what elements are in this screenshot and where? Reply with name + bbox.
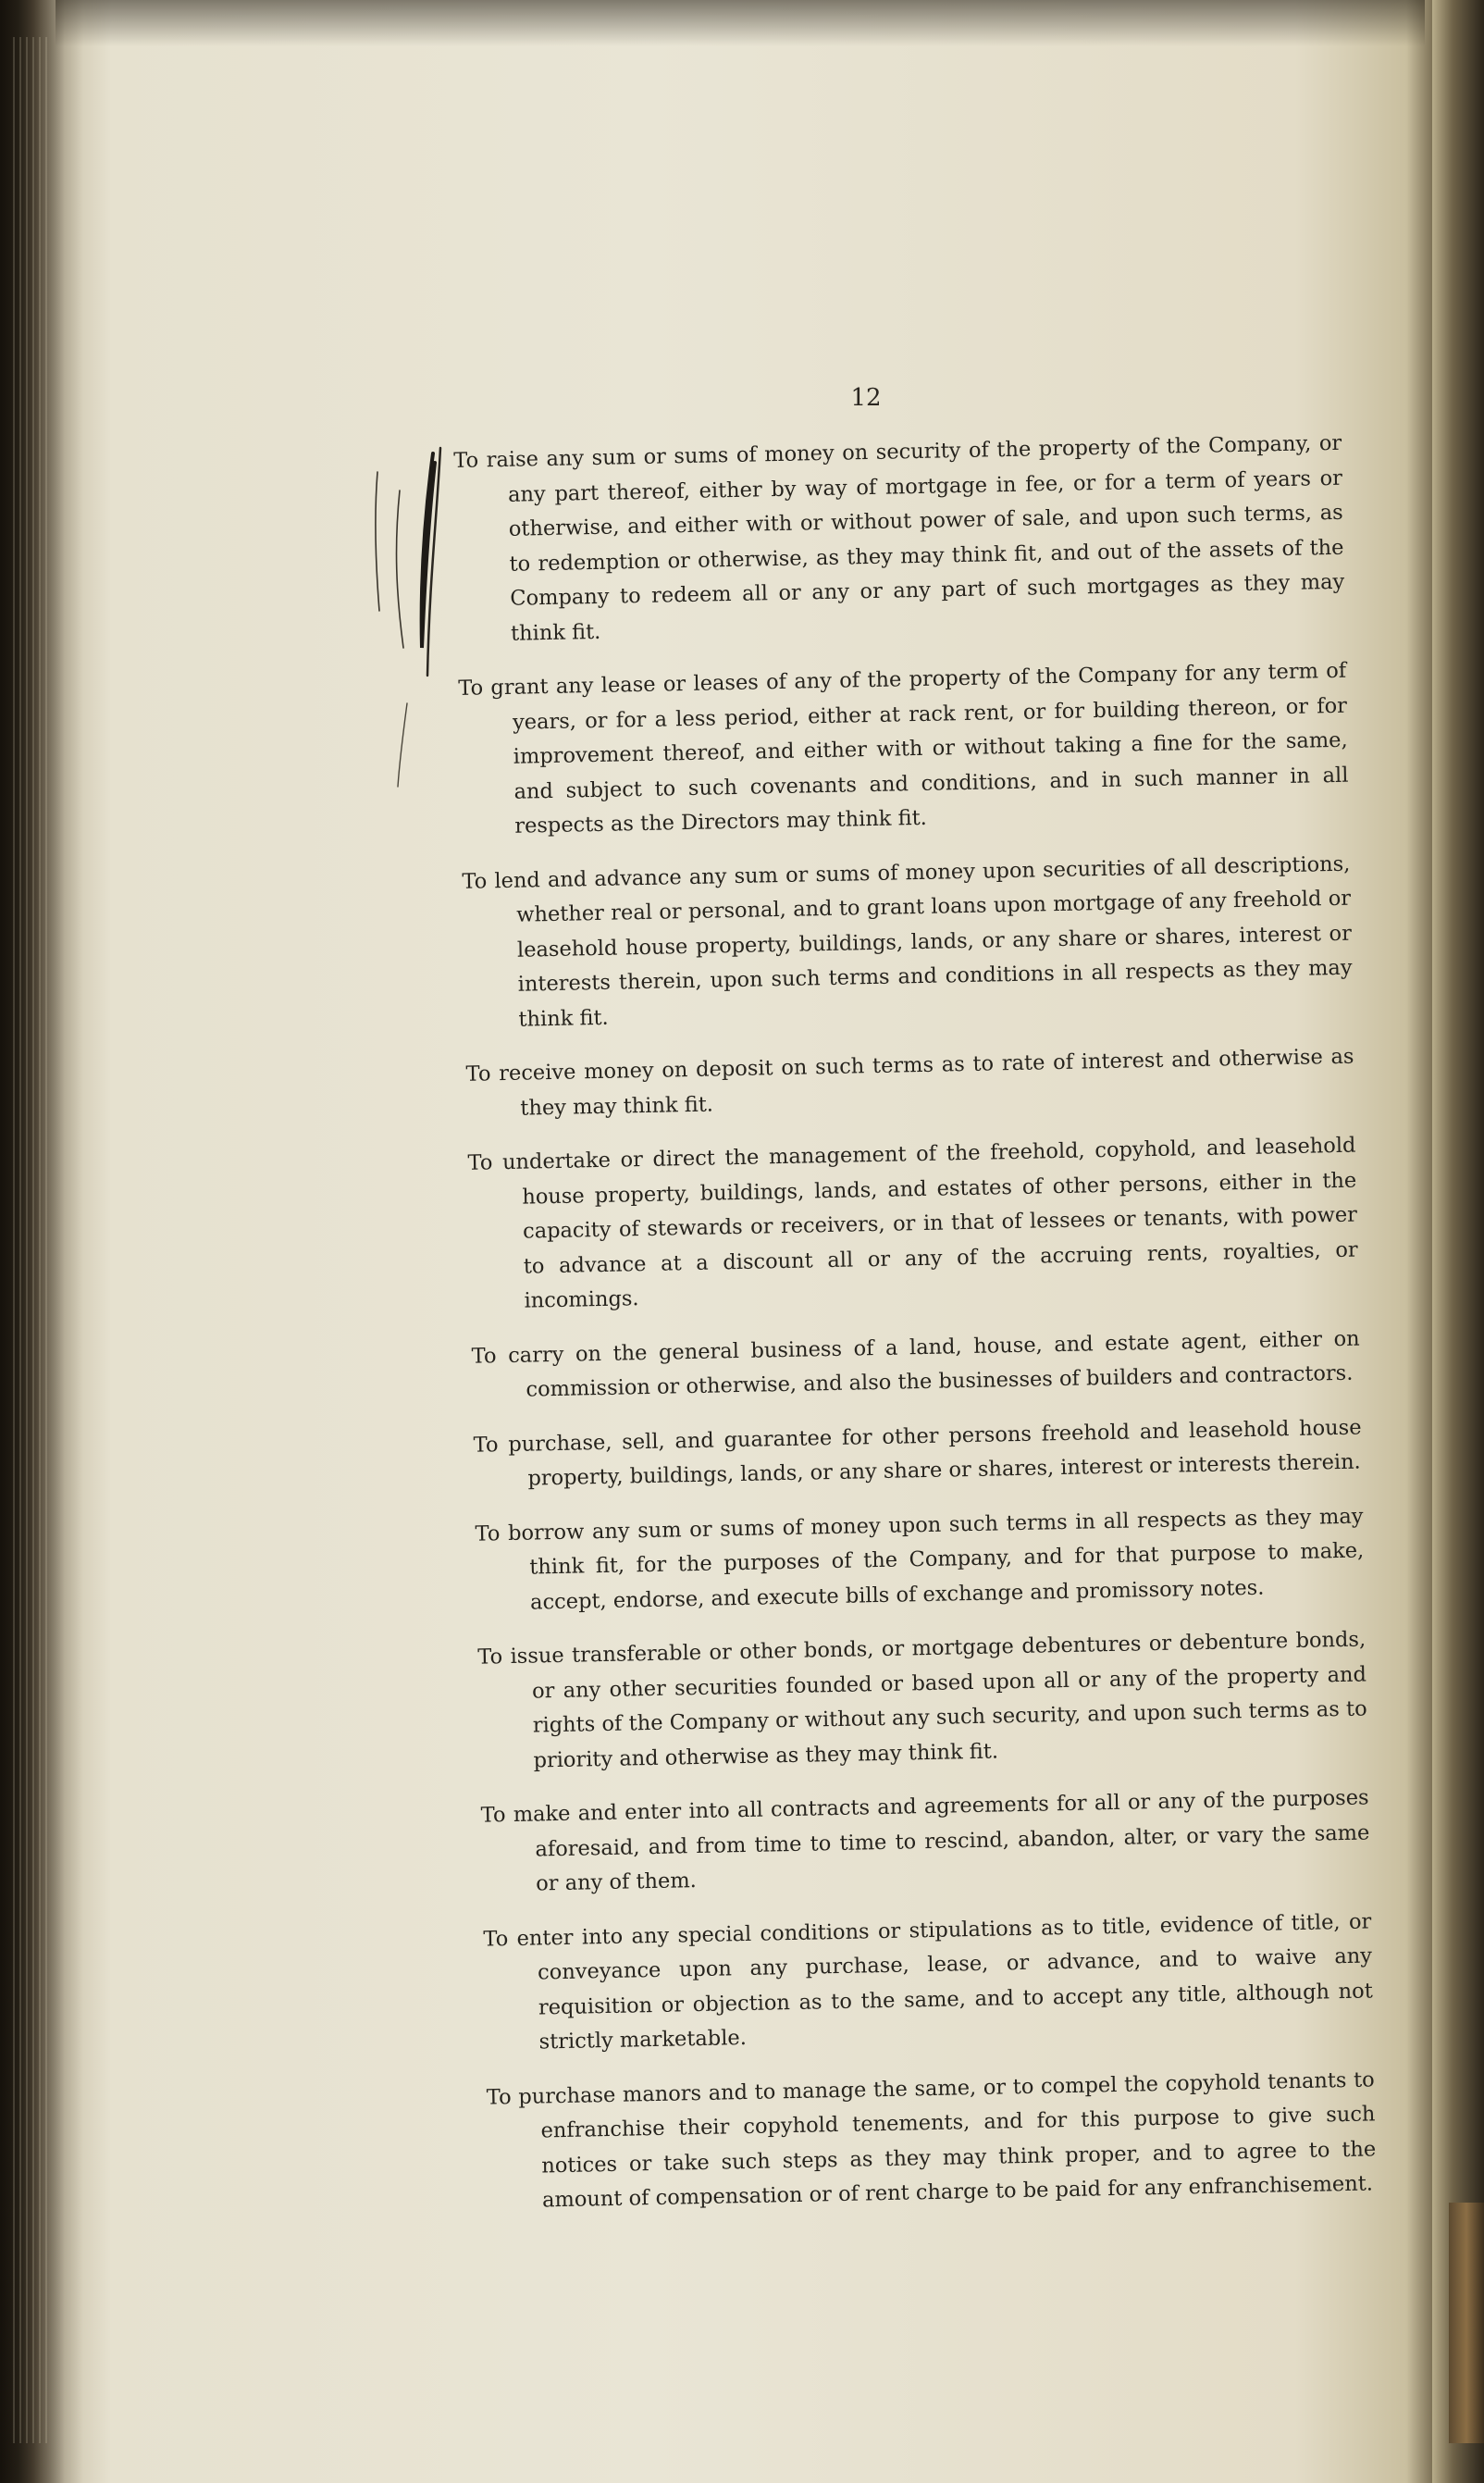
page-edges bbox=[13, 37, 50, 2443]
clause-grant-lease: To grant any lease or leases of any of the property of the Company for any term of years, or for a less period, either at rack rent, or for building thereon, or for improvement thereof, and either with or without taking a fine for the same, and subject to such covenants and conditions, and in such manner in all respects as the Directors may think fit. bbox=[458, 658, 1349, 838]
right-page-edge bbox=[1432, 0, 1484, 2483]
clause-special-conditions: To enter into any special conditions or stipulations as to title, evidence of title, or conveyance upon any purchase, lease, or advance, and to waive any requisition or objection as to the same, and to accept any title, although not strictly marketable. bbox=[483, 1908, 1373, 2055]
clause-estate-agent: To carry on the general business of a land, house, and estate agent, either on commission or otherwise, and also the businesses of builders and contractors. bbox=[471, 1326, 1360, 1402]
document-body bbox=[453, 427, 1378, 2239]
clause-contracts: To make and enter into all contracts and agreements for all or any of the purposes aforesaid, and from time to time to rescind, abandon, alter, or vary the same or any of them. bbox=[480, 1785, 1370, 1896]
clause-manors: To purchase manors and to manage the same, or to compel the copyhold tenants to enfranchise their copyhold tenements, and for this purpose to give such notices or take such steps as they may think proper, and to agree to the amount of compensation or of rent charge to be paid for any enfranchisement. bbox=[486, 2067, 1377, 2213]
binding-strip bbox=[1449, 2203, 1484, 2443]
clause-management: To undertake or direct the management of the freehold, copyhold, and leasehold house property, buildings, lands, and estates of other persons, either in the capacity of stewards or receivers, or in that of lessees or tenants, with power to advance at a discount all or any of the accruing rents, royalties, or incomings. bbox=[467, 1133, 1358, 1313]
top-shadow bbox=[56, 0, 1425, 46]
clause-raise-money: To raise any sum or sums of money on security of the property of the Company, or any part thereof, either by way of mortgage in fee, or for a term of years or otherwise, and either with or without power of sale, and upon such terms, as to redemption or otherwise, as they may think fit, and out of the assets of the Company to redeem all or any or any part of such mortgages as they may think fit. bbox=[453, 430, 1345, 646]
clause-receive-deposit: To receive money on deposit on such terms as to rate of interest and otherwise as they may think fit. bbox=[465, 1044, 1354, 1121]
handwritten-margin-marks bbox=[352, 435, 453, 824]
clause-lend-advance: To lend and advance any sum or sums of money upon securities of all descriptions, whether real or personal, and to grant loans upon mortgage of any freehold or leasehold house property, buildings, lands, or any share or shares, interest or interests therein, upon such terms and conditions in all respects as they may think fit. bbox=[462, 851, 1353, 1032]
clause-purchase-sell: To purchase, sell, and guarantee for other persons freehold and leasehold house property, buildings, lands, or any share or shares, interest or interests therein. bbox=[473, 1415, 1362, 1491]
page-number: 12 bbox=[850, 384, 882, 412]
clause-borrow: To borrow any sum or sums of money upon such terms in all respects as they may think fit, for the purposes of the Company, and for that purpose to make, accept, endorse, and execute bills of exchange and promissory notes. bbox=[475, 1503, 1365, 1615]
clause-issue-bonds: To issue transferable or other bonds, or mortgage debentures or debenture bonds, or any other securities founded or based upon all or any of the property and rights of the Company or without any such security, and upon such terms as to priority and otherwise as they may think fit. bbox=[477, 1627, 1367, 1773]
